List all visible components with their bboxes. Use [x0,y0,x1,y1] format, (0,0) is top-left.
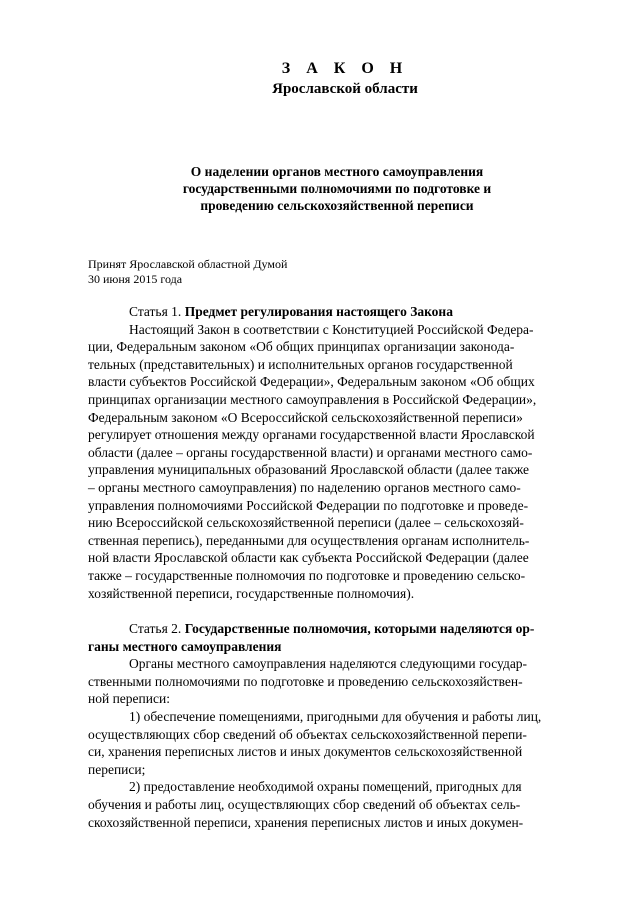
region-label: Ярославской области [272,81,418,97]
list-item-line: обучения и работы лиц, осуществляющих сбор сведений об объектах сель- [88,797,521,813]
adoption-date: 30 июня 2015 года [88,272,183,286]
adoption-line: Принят Ярославской областной Думой [88,257,288,271]
paragraph-line: нию Всероссийской сельскохозяйственной переписи (далее – сельскохозяй- [88,515,524,531]
list-item-line: 1) обеспечение помещениями, пригодными для обучения и работы лиц, [129,709,542,725]
article-1-heading [88,303,596,321]
paragraph-line: Органы местного самоуправления наделяются следующими государ- [129,656,528,672]
paragraph-line: области (далее – органы государственной власти) и органами местного само- [88,444,533,460]
paragraph-line: ной власти Ярославской области как субъекта Российской Федерации (далее [88,550,529,566]
title-line: государственными полномочиями по подготовке и [182,181,492,196]
paragraph-line: принципах организации местного самоуправления в Российской Федерации», [88,391,537,407]
paragraph-line: власти субъектов Российской Федерации», Федеральным законом «Об общих [88,374,535,390]
paragraph-line: ственными полномочиями по подготовке и проведению сельскохозяйствен- [88,673,523,689]
document-title [150,163,524,214]
paragraph-line: ственная перепись), переданными для осуществления органам исполнитель- [88,532,530,548]
article-number: Статья 2. [129,621,182,637]
list-item-line: си, хранения переписных листов и иных документов сельскохозяйственной [88,744,523,760]
list-item-line: осуществляющих сбор сведений об объектах сельскохозяйственной перепи- [88,726,527,742]
paragraph-line: тельных (представительных) и исполнительных органов государственной [88,356,513,372]
article-spacer [88,602,596,620]
article-number: Статья 1. [129,304,182,319]
article-2-heading [88,620,596,638]
paragraph-line: – органы местного самоуправления) по наделению органов местного само- [88,479,521,495]
title-line: проведению сельскохозяйственной переписи [200,198,474,213]
paragraph-line: регулирует отношения между органами государственной власти Ярославской [88,427,535,443]
paragraph-line: Федеральным законом «О Всероссийской сельскохозяйственной переписи» [88,409,523,425]
paragraph-line: также – государственные полномочия по подготовке и проведению сельско- [88,567,526,583]
article-2-heading-cont [88,638,596,656]
document-body [88,303,596,831]
document-header [230,60,460,98]
article-title-continuation: ганы местного самоуправления [88,638,282,654]
paragraph-line: ции, Федеральным законом «Об общих принципах организации законода- [88,339,515,355]
article-title: Государственные полномочия, которыми наделяются ор- [184,621,535,637]
paragraph-line: хозяйственной переписи, государственные полномочия). [88,585,415,601]
paragraph-line: управления муниципальных образований Ярославской области (далее также [88,462,530,478]
law-label: З А К О Н [281,60,409,77]
list-item-line: переписи; [88,761,146,777]
paragraph-line: управления полномочиями Российской Федерации по подготовке и проведе- [88,497,529,513]
article-title: Предмет регулирования настоящего Закона [184,304,453,319]
list-item-line: 2) предоставление необходимой охраны помещений, пригодных для [129,779,522,795]
list-item-line: скохозяйственной переписи, хранения переписных листов и иных докумен- [88,814,524,830]
title-line: О наделении органов местного самоуправления [190,164,484,179]
paragraph-line: ной переписи: [88,691,170,707]
adoption-note [88,257,287,287]
paragraph-line: Настоящий Закон в соответствии с Конституцией Российской Федера- [129,321,534,337]
